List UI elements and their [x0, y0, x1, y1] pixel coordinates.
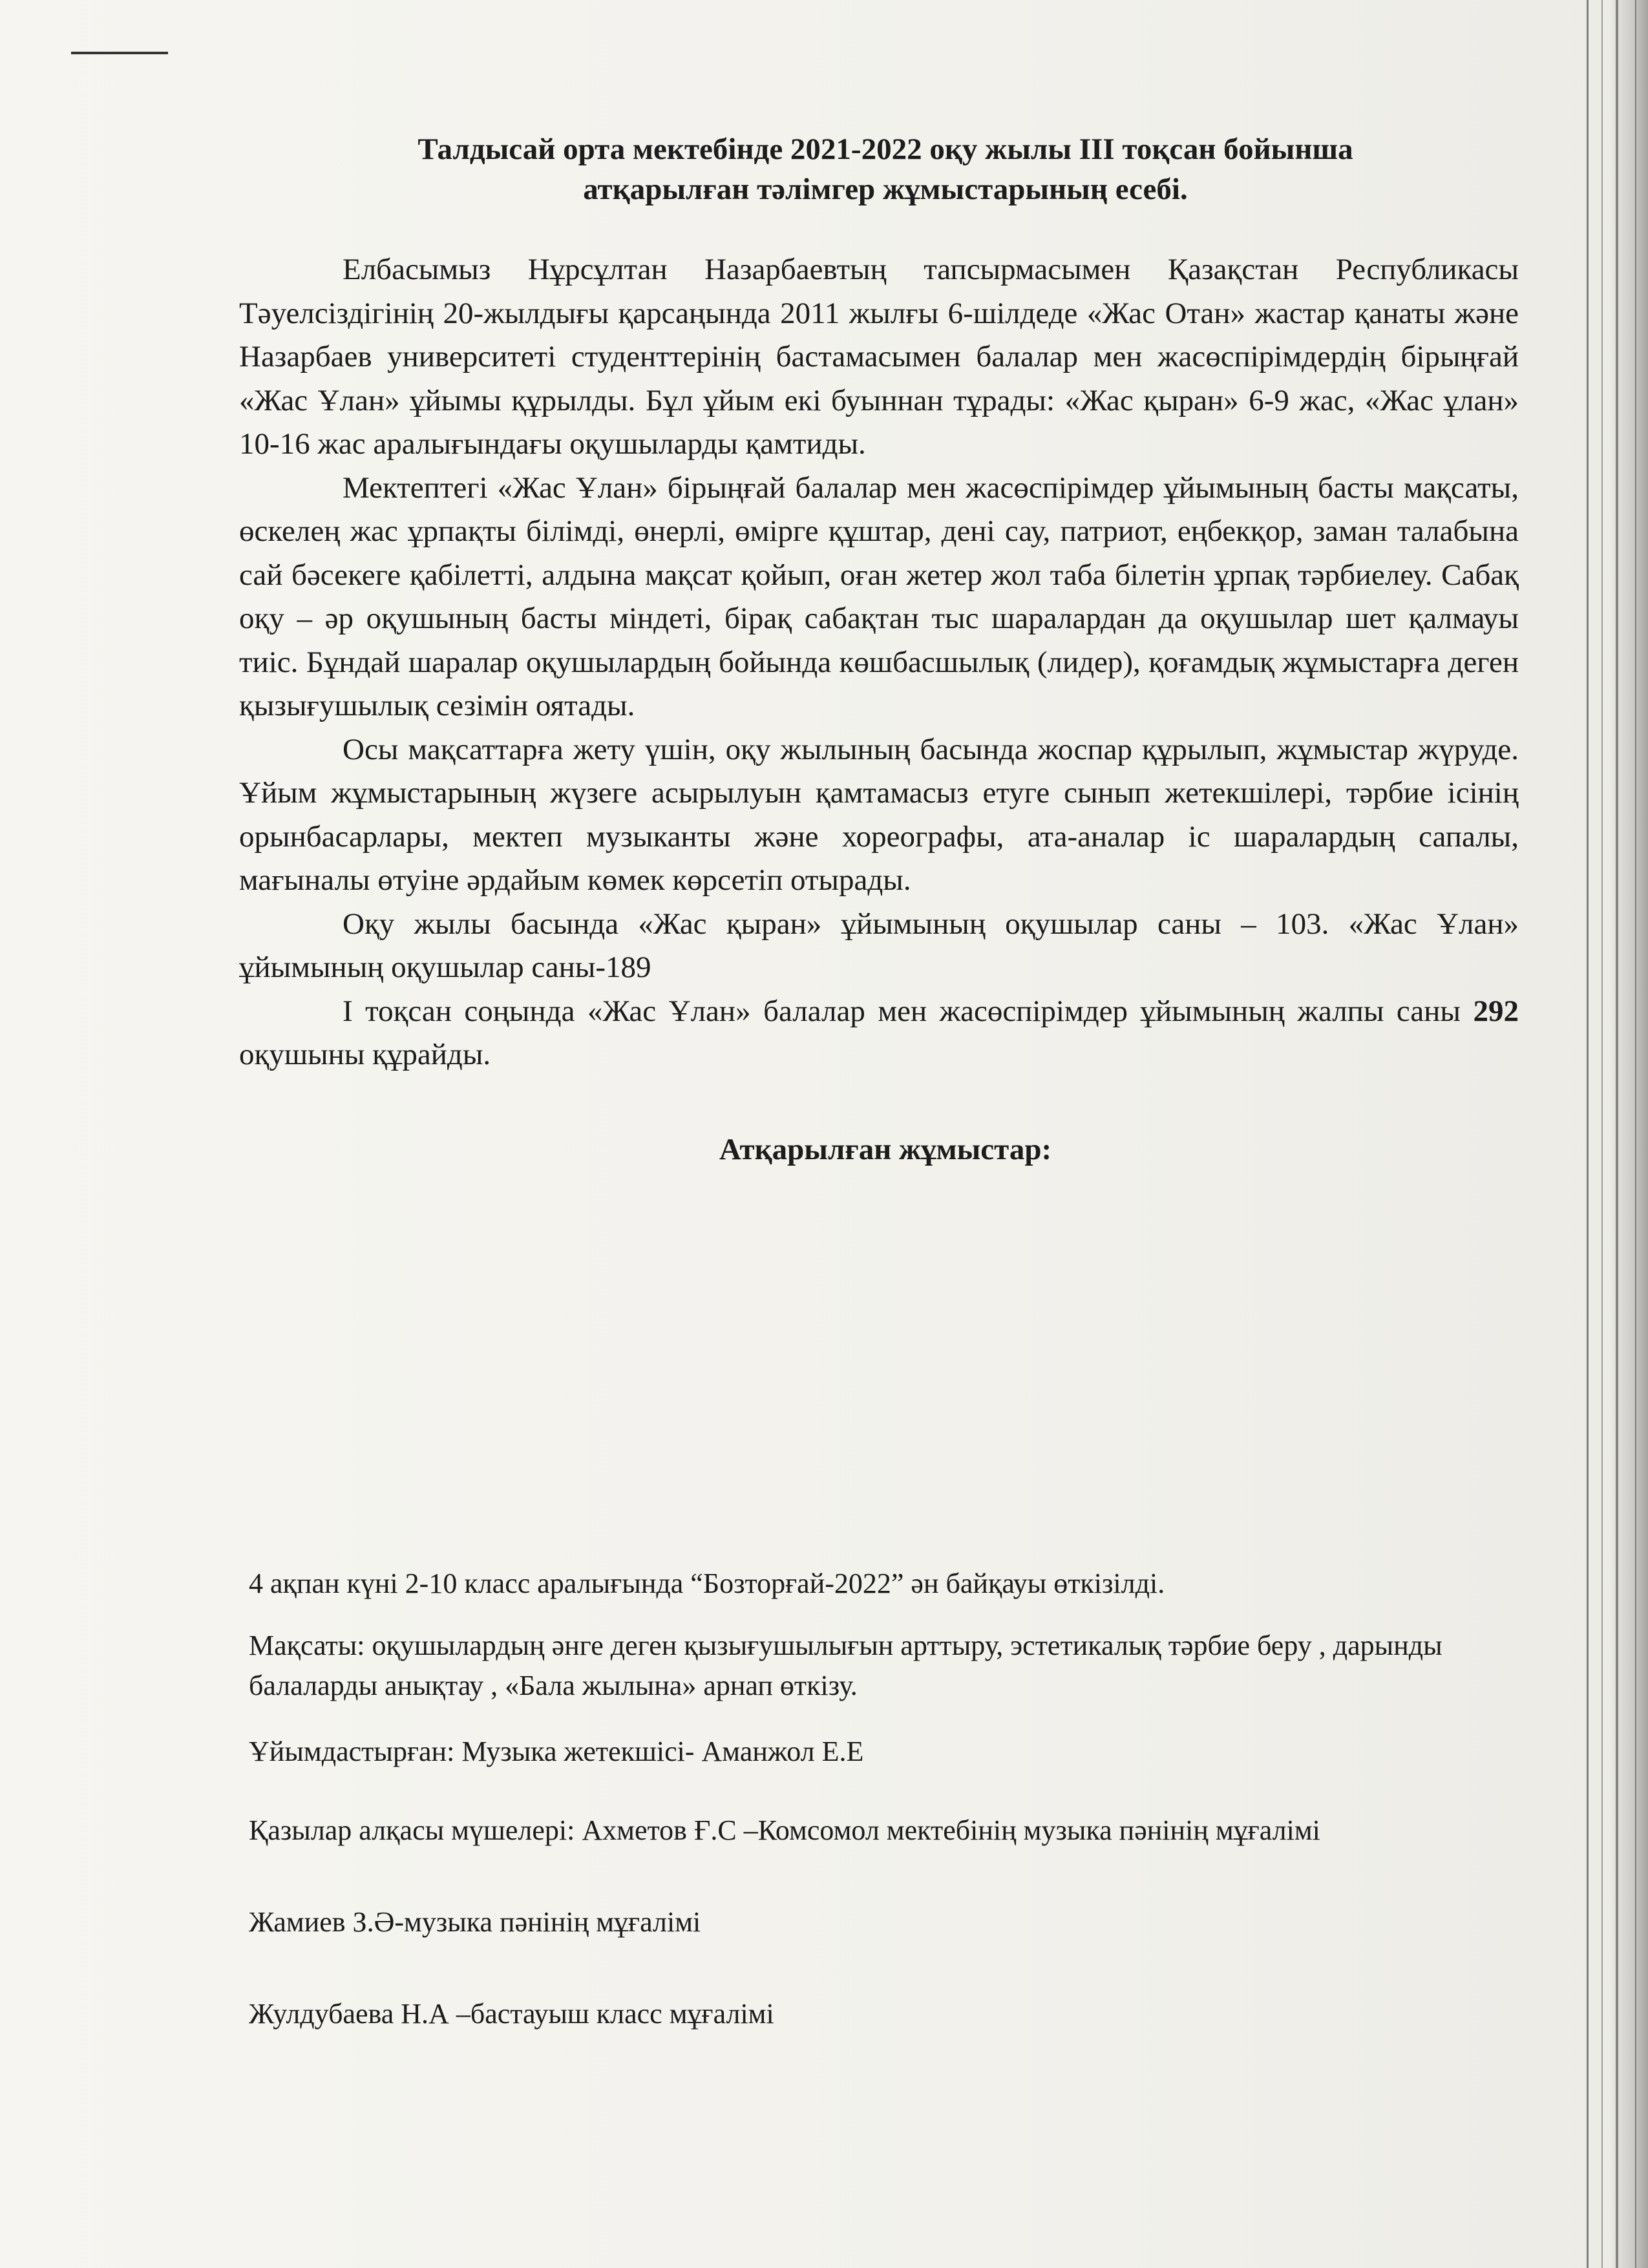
work-item: Жулдубаева Н.А –бастауыш класс мұғалімі [249, 1998, 774, 2030]
work-item: 4 ақпан күні 2-10 класс аралығында “Бозторғай-2022” ән байқауы өткізілді. [249, 1568, 1165, 1599]
scan-artifact-line [1616, 0, 1618, 2268]
section-title: Атқарылған жұмыстар: [719, 1132, 1052, 1166]
title-line-1: Талдысай орта мектебінде 2021-2022 оқу жылы ІІІ тоқсан бойынша [417, 132, 1353, 166]
paragraph: Осы мақсаттарға жету үшін, оқу жылының басында жоспар құрылып, жұмыстар жүруде. Ұйым жұмыстарының жүзеге асырылуын қамтамасыз етуге сынып жетекшілері, тәрбие ісінің орынбасарлары, мектеп музыканты және хореографы, ата-аналар іс шаралардың сапалы, мағыналы өтуіне әрдайым көмек көрсетіп отырады. [239, 732, 1519, 897]
scan-edge-shadow [1609, 0, 1648, 2268]
total-text-after: оқушыны құрайды. [239, 1038, 491, 1071]
scan-corner-mark [71, 52, 168, 54]
works-list [249, 1564, 1509, 2056]
document-body [239, 129, 1519, 1190]
paragraph: Елбасымыз Нұрсұлтан Назарбаевтың тапсырмасымен Қазақстан Республикасы Тәуелсіздігінің 20-жылдығы қарсаңында 2011 жылғы 6-шілдеде «Жас Отан» жастар қанаты және Назарбаев университеті студенттерінің бастамасымен балалар мен жасөспірімдердің бірыңғай «Жас Ұлан» ұйымы құрылды. Бұл ұйым екі буыннан тұрады: «Жас қыран» 6-9 жас, «Жас ұлан» 10-16 жас аралығындағы оқушыларды қамтиды. [239, 253, 1519, 461]
paragraph: Мектептегі «Жас Ұлан» бірыңғай балалар мен жасөспірімдер ұйымының басты мақсаты, өскелең жас ұрпақты білімді, өнерлі, өмірге құштар, дені сау, патриот, еңбекқор, заман талабына сай бәсекеге қабілетті, алдына мақсат қойып, оған жетер жол таба білетін ұрпақ тәрбиелеу. Сабақ оқу – әр оқушының басты міндеті, бірақ сабақтан тыс шаралардан да оқушылар шет қалмауы тиіс. Бұндай шаралар оқушылардың бойында көшбасшылық (лидер), қоғамдық жұмыстарға деген қызығушылық сезімін оятады. [239, 470, 1519, 722]
work-item: Жамиев З.Ә-музыка пәнінің мұғалімі [249, 1906, 701, 1938]
paragraph: Оқу жылы басында «Жас қыран» ұйымының оқушылар саны – 103. «Жас Ұлан» ұйымының оқушылар саны-189 [239, 907, 1519, 984]
title-line-2: атқарылған тәлімгер жұмыстарының есебі. [583, 173, 1188, 206]
total-count: 292 [1473, 994, 1519, 1028]
work-item: Қазылар алқасы мүшелері: Ахметов Ғ.С –Комсомол мектебінің музыка пәнінің мұғалімі [249, 1814, 1320, 1846]
scan-artifact-line [1601, 0, 1603, 2268]
work-item: Мақсаты: оқушылардың әнге деген қызығушылығын арттыру, эстетикалық тәрбие беру , дарынды балаларды анықтау , «Бала жылына» арнап өткізу. [249, 1630, 1442, 1701]
paragraph-total [239, 990, 1519, 1077]
scan-artifact-line [1587, 0, 1589, 2268]
document-title [252, 129, 1519, 209]
total-text-before: І тоқсан соңында «Жас Ұлан» балалар мен жасөспірімдер ұйымының жалпы саны [343, 994, 1474, 1028]
work-item: Ұйымдастырған: Музыка жетекшісі- Аманжол Е.Е [249, 1736, 864, 1767]
scan-artifact-line [1635, 0, 1636, 2268]
